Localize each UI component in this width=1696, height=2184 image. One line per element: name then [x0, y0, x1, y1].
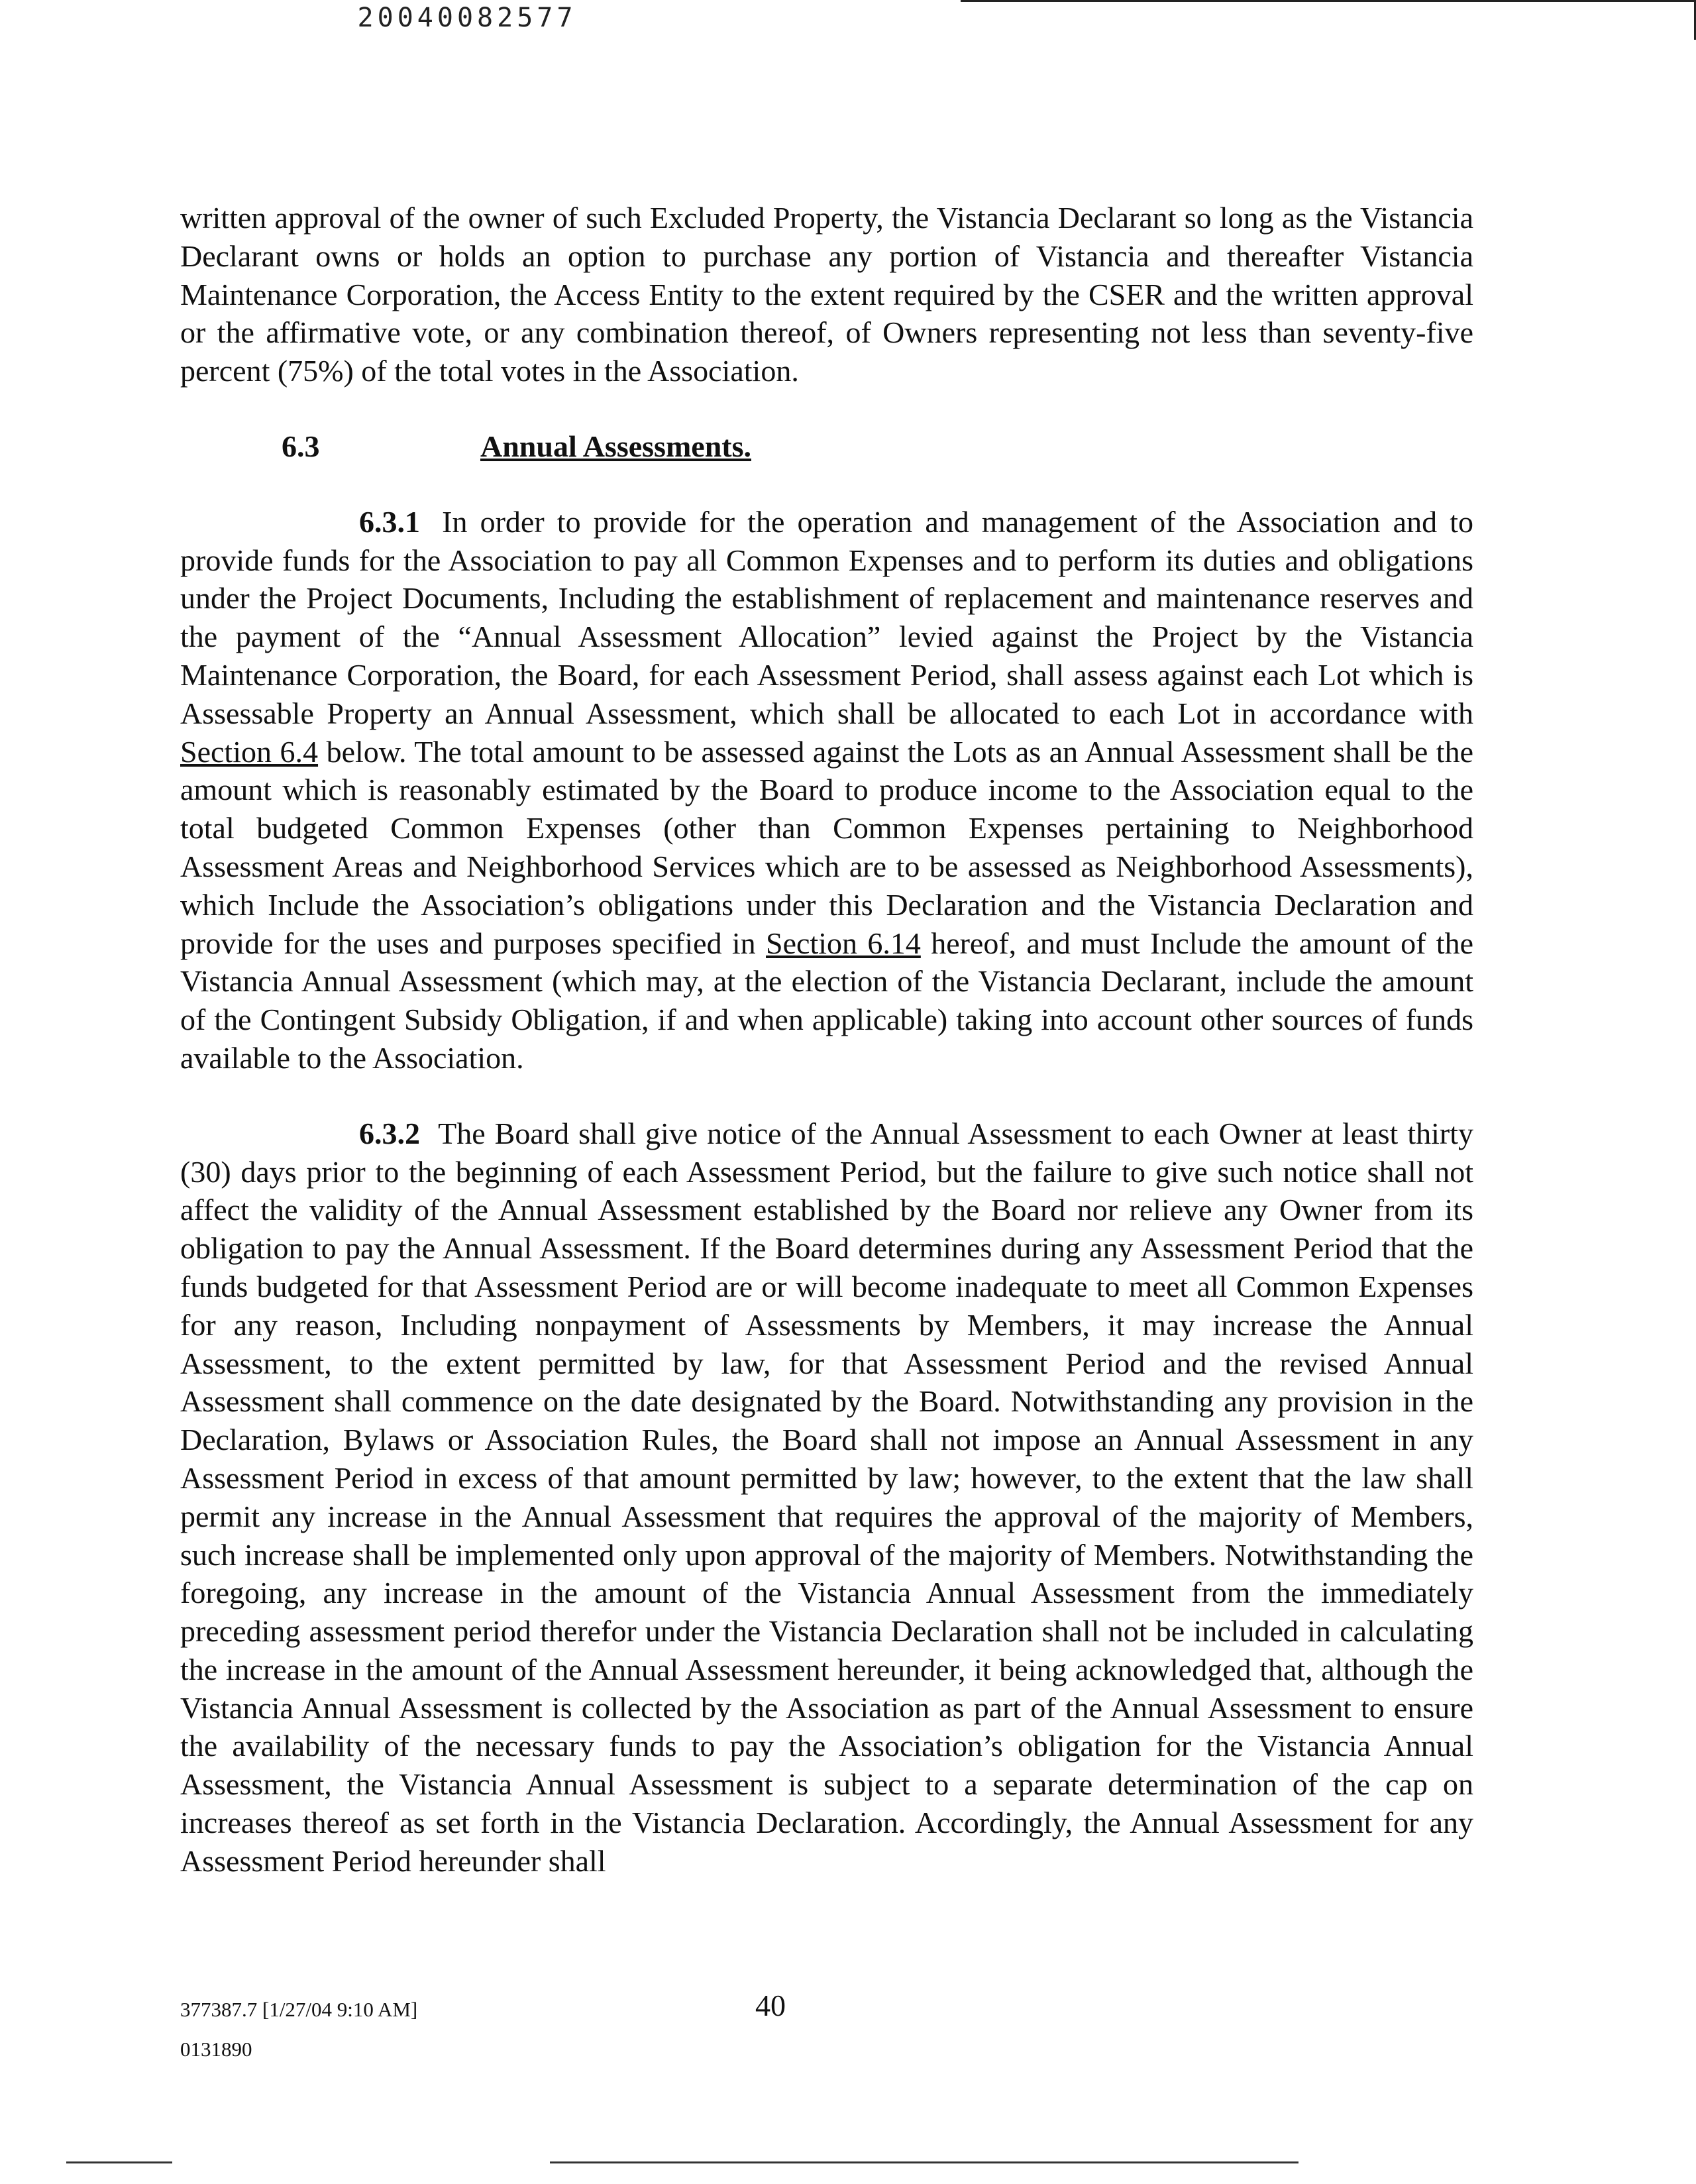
subsection-text: hereof, and must Include the amount of the Vistancia Annual Assessment (which may, at the election of the Vistancia Declarant, include the amount of the Contingent Subsidy Obligation, if and when applicable) taking into account other sources of funds available to the Association.: [180, 926, 1474, 1075]
section-reference: Section 6.14: [766, 926, 921, 960]
subsection-text: below. The total amount to be assessed against the Lots as an Annual Assessment shall be the amount which is reasonably estimated by the Board to produce income to the Association equal to the total budgeted Common Expenses (other than Common Expenses pertaining to Neighborhood Assessment Areas and Neighborhood Services which are to be assessed as Neighborhood Assessments), which Include the Association’s obligations under this Declaration and the Vistancia Declaration and provide for the uses and purposes specified in: [180, 734, 1474, 960]
scan-mark: [550, 2161, 1298, 2163]
subsection-text: The Board shall give notice of the Annual Assessment to each Owner at least thirty (30) days prior to the beginning of each Assessment Period, but the failure to give such notice shall not affect the validity of the Annual Assessment established by the Board nor relieve any Owner from its obligation to pay the Annual Assessment. If the Board determines during any Assessment Period that the funds budgeted for that Assessment Period are or will become inadequate to meet all Common Expenses for any reason, Including nonpayment of Assessments by Members, it may increase the Annual Assessment, to the extent permitted by law, for that Assessment Period and the revised Annual Assessment shall commence on the date designated by the Board. Notwithstanding any provision in the Declaration, Bylaws or Association Rules, the Board shall not impose an Annual Assessment in any Assessment Period in excess of that amount permitted by law; however, to the extent that the law shall permit any increase in the Annual Assessment that requires the approval of the majority of Members, such increase shall be implemented only upon approval of the majority of Members. Notwithstanding the foregoing, any increase in the amount of the Vistancia Annual Assessment from the immediately preceding assessment period therefor under the Vistancia Declaration shall not be included in calculating the increase in the amount of the Annual Assessment hereunder, it being acknowledged that, although the Vistancia Annual Assessment is collected by the Association as part of the Annual Assessment to ensure the availability of the necessary funds to pay the Association’s obligation for the Vistancia Annual Assessment, the Vistancia Annual Assessment is subject to a separate determination of the cap on increases thereof as set forth in the Vistancia Declaration. Accordingly, the Annual Assessment for any Assessment Period hereunder shall: [180, 1116, 1473, 1878]
client-number: 0131890: [180, 2038, 252, 2061]
subsection-6-3-1: [180, 503, 1473, 1077]
scan-mark: [66, 2161, 172, 2163]
scan-artifact-marks: [0, 2161, 1696, 2171]
document-id-block: [180, 1993, 417, 2073]
subsection-number: 6.3.2: [359, 1116, 420, 1150]
document-version: 377387.7 [1/27/04 9:10 AM]: [180, 1998, 418, 2021]
subsection-number: 6.3.1: [359, 504, 420, 539]
recording-number: 20040082577: [357, 3, 577, 33]
section-number: 6.3: [282, 429, 320, 463]
top-rule: [961, 0, 1696, 2]
section-title: Annual Assessments.: [480, 429, 751, 463]
subsection-6-3-2: [180, 1115, 1473, 1881]
document-body: [180, 199, 1473, 1918]
section-reference: Section 6.4: [180, 734, 319, 769]
section-heading: [180, 427, 1473, 466]
page-number: 40: [755, 1989, 786, 2022]
continuation-paragraph: written approval of the owner of such Excluded Property, the Vistancia Declarant so long as the Vistancia Declarant owns or holds an option to purchase any portion of Vistancia and thereafter Vistancia Maintenance Corporation, the Access Entity to the extent required by the CSER and the written approval or the affirmative vote, or any combination thereof, of Owners representing not less than seventy-five percent (75%) of the total votes in the Association.: [180, 201, 1473, 388]
subsection-text: In order to provide for the operation and management of the Association and to provide funds for the Association to pay all Common Expenses and to perform its duties and obligations under the Project Documents, Including the establishment of replacement and maintenance reserves and the payment of the “Annual Assessment Allocation” levied against the Project by the Vistancia Maintenance Corporation, the Board, for each Assessment Period, shall assess against each Lot which is Assessable Property an Annual Assessment, which shall be allocated to each Lot in accordance with: [180, 504, 1474, 730]
